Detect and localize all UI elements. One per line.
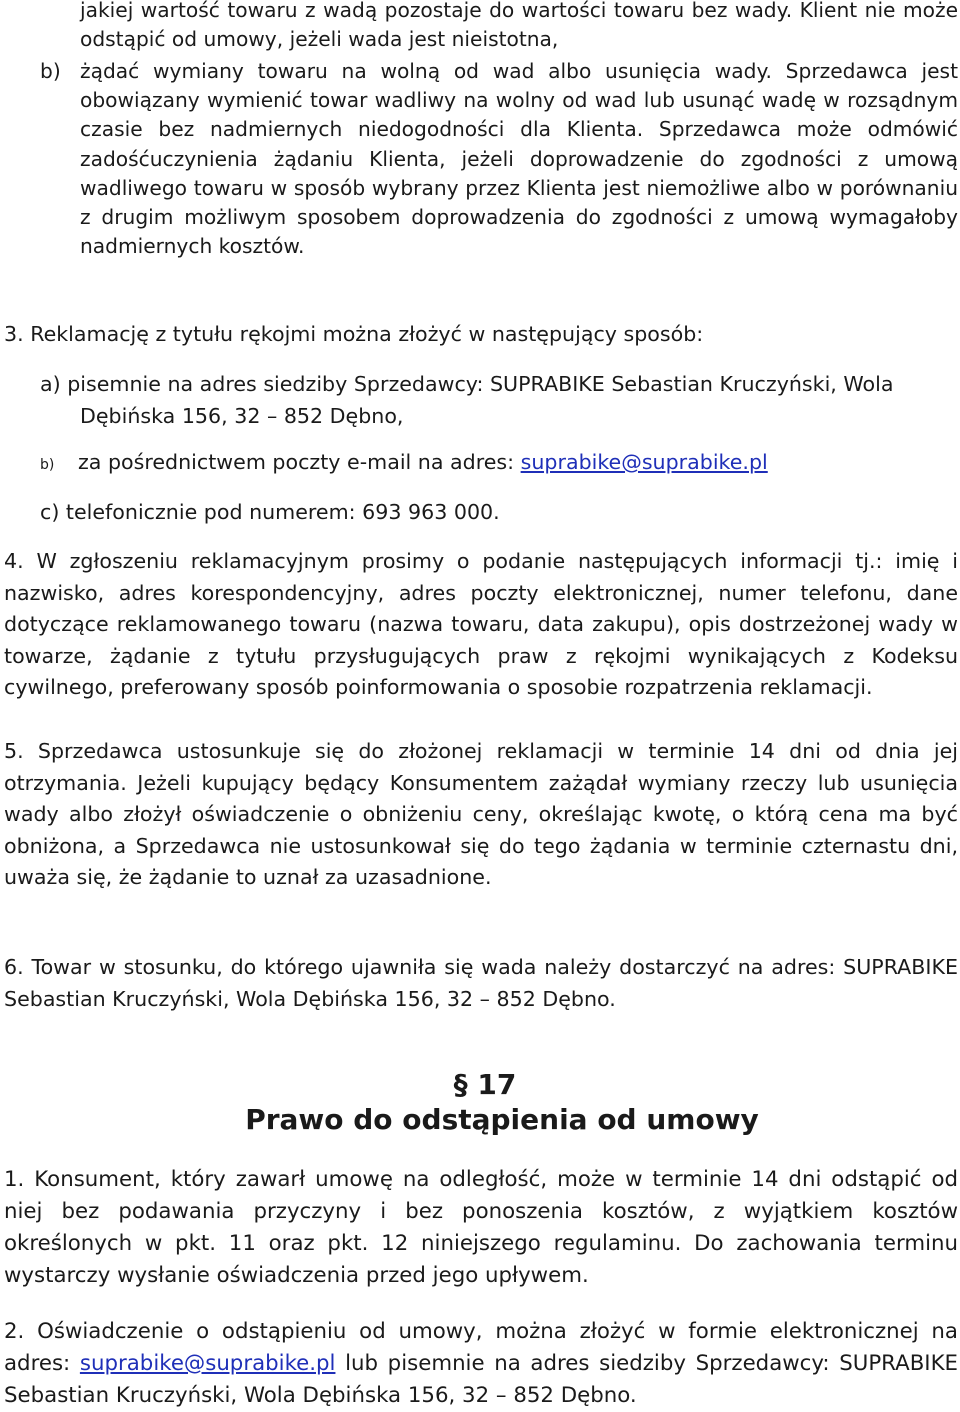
- sec17-paragraph-2: [4, 1316, 958, 1412]
- option-c-phone: c) telefonicznie pod numerem: 693 963 000.: [40, 500, 500, 524]
- option-b-text: za pośrednictwem poczty e-mail na adres:: [78, 450, 515, 474]
- email-link-2[interactable]: suprabike@suprabike.pl: [79, 1351, 336, 1376]
- email-link[interactable]: suprabike@suprabike.pl: [520, 450, 768, 474]
- paragraph-3: 3. Reklamację z tytułu rękojmi można złożyć w następujący sposób:: [4, 322, 704, 346]
- paragraph-6: 6. Towar w stosunku, do którego ujawniła się wada należy dostarczyć na adres: SUPRABIKE Sebastian Kruczyński, Wola Dębińska 156, 32 – 852 Dębno.: [4, 955, 958, 1011]
- section-number: § 17: [453, 1068, 517, 1101]
- sec17-paragraph-1: 1. Konsument, który zawarł umowę na odległość, może w terminie 14 dni odstąpić od niej bez podawania przyczyny i bez ponoszenia kosztów, z wyjątkiem kosztów określonych w pkt. 11 oraz pkt. 12 niniejszego regulaminu. Do zachowania terminu wystarczy wysłanie oświadczenia przed jego upływem.: [4, 1167, 958, 1288]
- item-b-text: żądać wymiany towaru na wolną od wad albo usunięcia wady. Sprzedawca jest obowiązany wymienić towar wadliwy na wolny od wad lub usunąć wadę w rozsądnym czasie bez nadmiernych niedogodności dla Klienta. Sprzedawca może odmówić zadośćuczynienia żądaniu Klienta, jeżeli doprowadzenie do zgodności z umową wadliwego towaru w sposób wybrany przez Klienta jest niemożliwe albo w porównaniu z drugim możliwym sposobem doprowadzenia do zgodności z umową wymagałoby nadmiernych kosztów.: [80, 59, 958, 259]
- item-b-label: b): [40, 59, 61, 83]
- option-b-email: [40, 447, 955, 482]
- sec17-p2-intro: 2. Oświadczenie o odstąpieniu od umowy, można złożyć w formie elektronicznej na adres:: [4, 1319, 958, 1376]
- option-b-label: b): [40, 457, 55, 473]
- section-title: Prawo do odstąpienia od umowy: [245, 1103, 759, 1136]
- item-a-continuation: jakiej wartość towaru z wadą pozostaje do wartości towaru bez wady. Klient nie może odstąpić od umowy, jeżeli wada jest nieistotna,: [80, 0, 958, 52]
- paragraph-5: 5. Sprzedawca ustosunkuje się do złożonej reklamacji w terminie 14 dni od dnia jej otrzymania. Jeżeli kupujący będący Konsumentem zażądał wymiany rzeczy lub usunięcia wady albo złożył oświadczenie o obniżeniu ceny, określając kwotę, o którą cena ma być obniżona, a Sprzedawca nie ustosunkował się do tego żądania w terminie czternastu dni, uważa się, że żądanie to uznał za uzasadnione.: [4, 739, 958, 890]
- option-a-address: a) pisemnie na adres siedziby Sprzedawcy: SUPRABIKE Sebastian Kruczyński, Wola Dębińska 156, 32 – 852 Dębno,: [40, 372, 894, 428]
- paragraph-4: 4. W zgłoszeniu reklamacyjnym prosimy o podanie następujących informacji tj.: imię i nazwisko, adres korespondencyjny, adres poczty elektronicznej, numer telefonu, dane dotyczące reklamowanego towaru (nazwa towaru, data zakupu), opis dostrzeżonej wady w towarze, żądanie z tytułu przysługujących praw z rękojmi wynikających z Kodeksu cywilnego, preferowany sposób poinformowania o sposobie rozpatrzenia reklamacji.: [4, 549, 958, 700]
- sec17-p2-rest: lub pisemnie na adres siedziby Sprzedawcy: SUPRABIKE Sebastian Kruczyński, Wola Dębińska 156, 32 – 852 Dębno.: [4, 1351, 959, 1408]
